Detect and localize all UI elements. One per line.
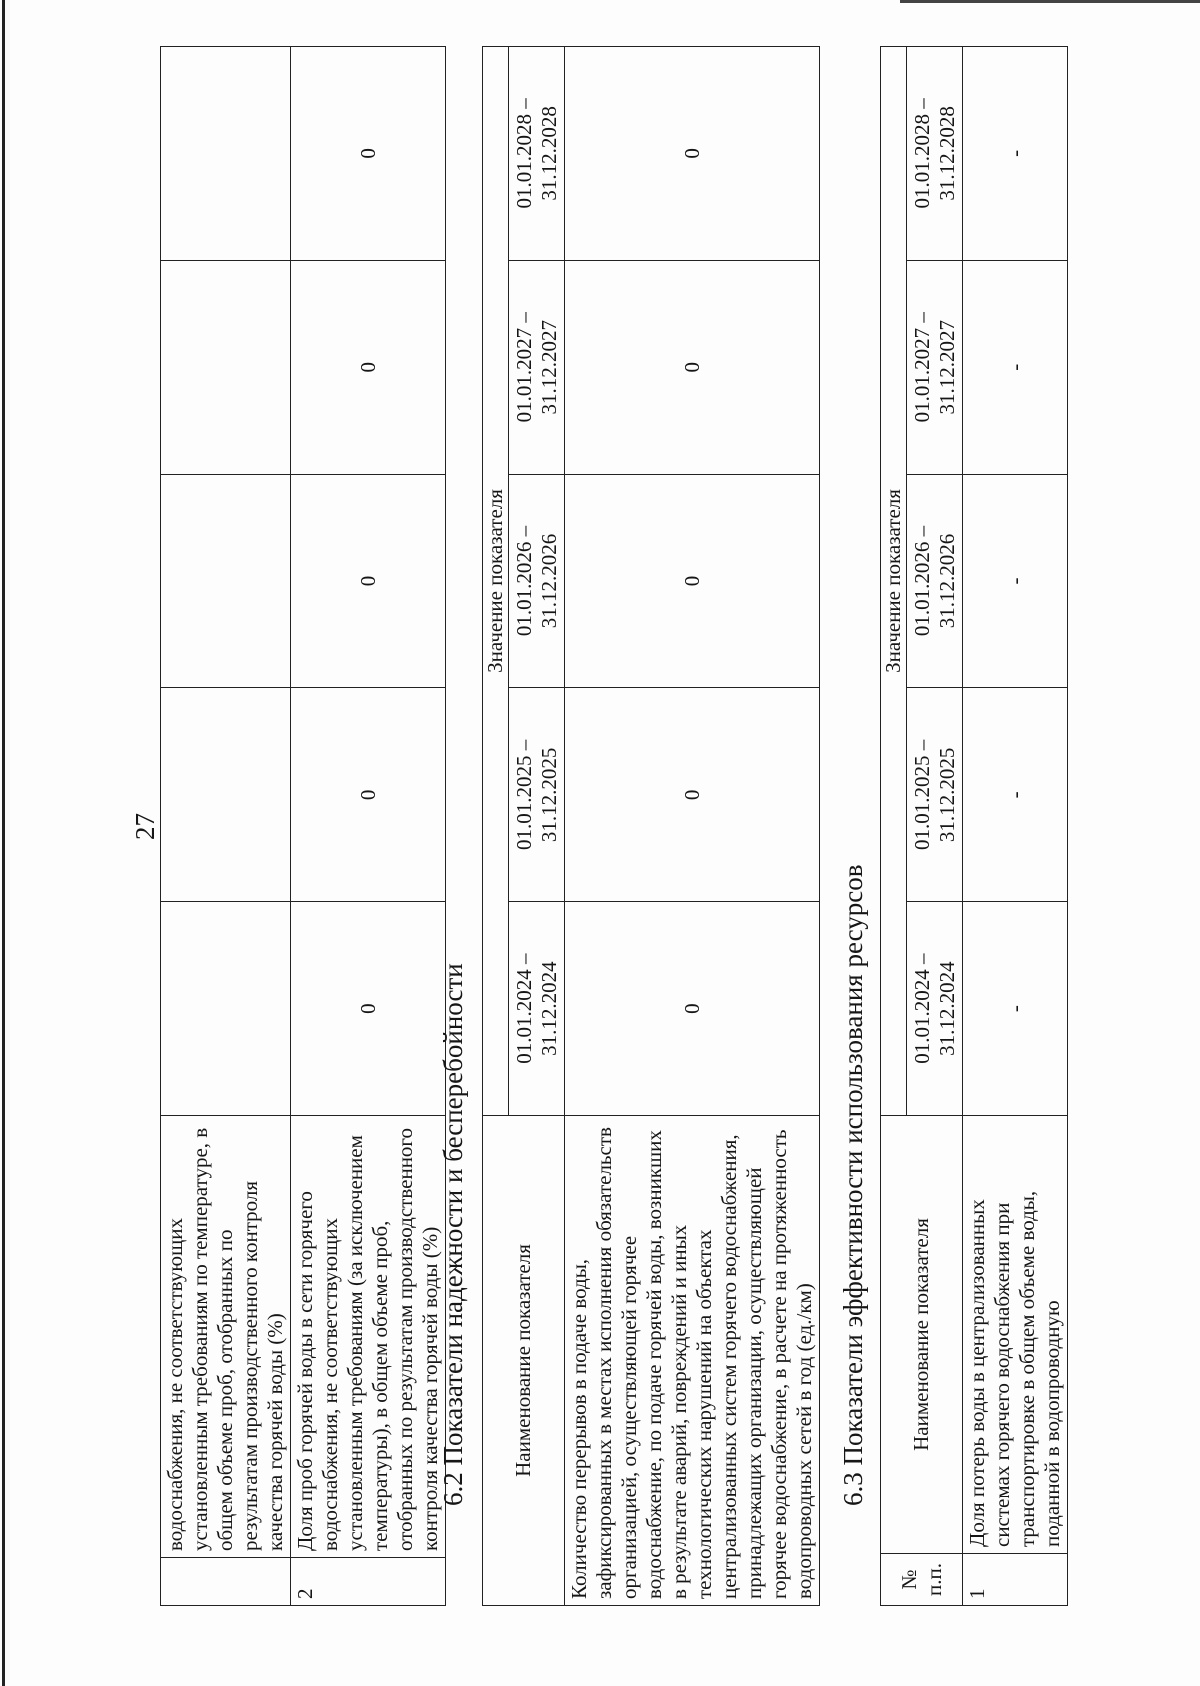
- value-cell: [161, 260, 291, 474]
- row-number: 1: [963, 1554, 1068, 1606]
- value-cell: 0: [565, 902, 820, 1116]
- period-header: 01.01.2028 – 31.12.2028: [509, 47, 565, 261]
- period-header: 01.01.2024 – 31.12.2024: [907, 902, 963, 1116]
- number-column-header: № п.п.: [881, 1554, 963, 1606]
- period-header: 01.01.2027 – 31.12.2027: [509, 260, 565, 474]
- table-row: [291, 47, 446, 1606]
- indicator-name: Доля проб горячей воды в сети горячего водоснабжения, не соответствующих установленным требованиям (за исключением температуры), в общем объеме проб, отобранных по результатам производственного контроля качества горячей воды (%): [291, 1116, 446, 1558]
- value-cell: [161, 688, 291, 902]
- period-header: 01.01.2026 – 31.12.2026: [907, 474, 963, 688]
- value-cell: [161, 47, 291, 261]
- period-header: 01.01.2026 – 31.12.2026: [509, 474, 565, 688]
- page-number: 27: [130, 813, 160, 840]
- indicator-name: Доля потерь воды в централизованных системах горячего водоснабжения при транспортировке в общем объеме воды, поданной в водопроводную: [963, 1116, 1068, 1554]
- value-cell: 0: [565, 47, 820, 261]
- value-cell: -: [963, 902, 1068, 1116]
- indicator-name: водоснабжения, не соответствующих установленным требованиям по температуре, в общем объеме проб, отобранных по результатам производственного контроля качества горячей воды (%): [161, 1116, 291, 1558]
- indicator-name: Количество перерывов в подаче воды, зафиксированных в местах исполнения обязательств организацией, осуществляющей горячее водоснабжение, по подаче горячей воды, возникших в результате аварий, повреждений и иных технологических нарушений на объектах централизованных систем горячего водоснабжения, принадлежащих организации, осуществляющей горячее водоснабжение, в расчете на протяженность водопроводных сетей в год (ед./км): [565, 1116, 820, 1606]
- value-cell: 0: [291, 260, 446, 474]
- value-group-header: Значение показателя: [881, 47, 907, 1116]
- name-column-header: Наименование показателя: [881, 1116, 963, 1554]
- value-cell: -: [963, 260, 1068, 474]
- resource-efficiency-table: [880, 46, 1068, 1606]
- period-header: 01.01.2025 – 31.12.2025: [509, 688, 565, 902]
- value-cell: 0: [291, 902, 446, 1116]
- value-cell: 0: [291, 688, 446, 902]
- value-cell: 0: [291, 474, 446, 688]
- value-cell: 0: [565, 474, 820, 688]
- section-6-3-title: 6.3 Показатели эффективности использования ресурсов: [838, 864, 868, 1506]
- value-cell: -: [963, 474, 1068, 688]
- table-row: [565, 47, 820, 1606]
- quality-table-continuation: [160, 46, 446, 1606]
- period-header: 01.01.2024 – 31.12.2024: [509, 902, 565, 1116]
- table-header-row: [483, 47, 509, 1606]
- period-header: 01.01.2028 – 31.12.2028: [907, 47, 963, 261]
- value-cell: [161, 474, 291, 688]
- value-cell: 0: [291, 47, 446, 261]
- period-header: 01.01.2025 – 31.12.2025: [907, 688, 963, 902]
- row-number: 2: [291, 1558, 446, 1606]
- table-header-row: [881, 47, 907, 1606]
- value-cell: 0: [565, 260, 820, 474]
- row-number: [161, 1558, 291, 1606]
- value-group-header: Значение показателя: [483, 47, 509, 1116]
- period-header: 01.01.2027 – 31.12.2027: [907, 260, 963, 474]
- table-row: [963, 47, 1068, 1606]
- value-cell: 0: [565, 688, 820, 902]
- value-cell: -: [963, 688, 1068, 902]
- section-6-2-title: 6.2 Показатели надежности и бесперебойности: [438, 963, 468, 1506]
- reliability-table: [482, 46, 820, 1606]
- name-column-header: Наименование показателя: [483, 1116, 565, 1606]
- value-cell: -: [963, 47, 1068, 261]
- table-row: [161, 47, 291, 1606]
- value-cell: [161, 902, 291, 1116]
